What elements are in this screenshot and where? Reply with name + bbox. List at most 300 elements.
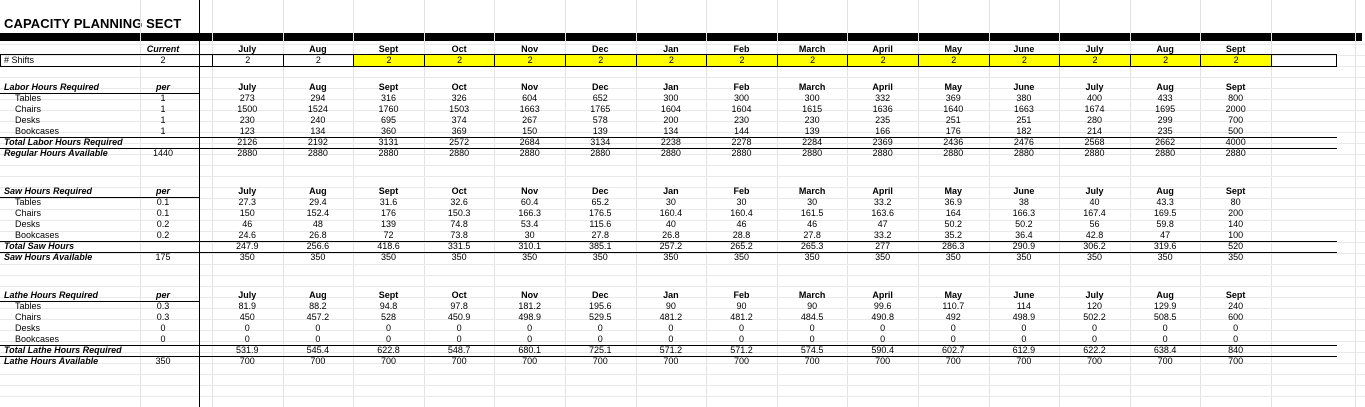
data-cell[interactable]: 166.3 [1012,208,1036,218]
data-cell[interactable]: 35.2 [944,230,963,240]
available-cell[interactable]: 700 [1016,356,1032,366]
shift-cell[interactable]: 2 [495,55,565,66]
data-cell[interactable]: 176.5 [589,208,612,218]
shift-cell[interactable]: 2 [315,55,321,65]
data-cell[interactable]: 492 [945,312,961,322]
data-cell[interactable]: 0 [1021,323,1027,333]
data-cell[interactable]: 160.4 [659,208,683,218]
data-cell[interactable]: 700 [1228,115,1244,125]
total-cell[interactable]: 277 [875,241,891,251]
data-cell[interactable]: 169.5 [1153,208,1177,218]
shifts-current[interactable]: 2 [160,55,166,65]
data-cell[interactable]: 0 [597,323,603,333]
data-cell[interactable]: 457.2 [306,312,330,322]
total-cell[interactable]: 265.3 [800,241,824,251]
data-cell[interactable]: 150 [522,126,538,136]
data-cell[interactable]: 140 [1228,219,1244,229]
data-cell[interactable]: 90 [665,301,676,311]
available-current[interactable]: 350 [155,356,171,366]
data-cell[interactable]: 30 [524,230,535,240]
data-cell[interactable]: 163.6 [871,208,894,218]
available-cell[interactable]: 700 [451,356,467,366]
data-cell[interactable]: 433 [1157,93,1173,103]
shift-cell[interactable]: 2 [707,55,777,66]
data-cell[interactable]: 88.2 [309,301,327,311]
data-cell[interactable]: 1695 [1155,104,1176,114]
data-cell[interactable]: 652 [592,93,608,103]
data-cell[interactable]: 0 [880,323,886,333]
total-cell[interactable]: 2436 [943,137,964,147]
shift-cell[interactable]: 2 [919,55,989,66]
total-cell[interactable]: 3134 [590,137,611,147]
shift-cell[interactable]: 2 [990,55,1060,66]
data-cell[interactable]: 0 [244,334,250,344]
data-cell[interactable]: 97.8 [450,301,468,311]
data-cell[interactable]: 273 [239,93,255,103]
total-cell[interactable]: 2369 [872,137,893,147]
data-cell[interactable]: 230 [733,115,749,125]
data-cell[interactable]: 47 [877,219,888,229]
total-cell[interactable]: 2278 [731,137,752,147]
data-cell[interactable]: 150 [239,208,255,218]
data-cell[interactable]: 90 [807,301,818,311]
available-cell[interactable]: 700 [663,356,679,366]
available-cell[interactable]: 700 [592,356,608,366]
data-cell[interactable]: 490.8 [871,312,894,322]
data-cell[interactable]: 1524 [307,104,328,114]
data-cell[interactable]: 0 [244,323,250,333]
data-cell[interactable]: 0 [385,323,391,333]
available-current[interactable]: 1440 [152,148,174,158]
total-cell[interactable]: 2568 [1084,137,1105,147]
total-cell[interactable]: 306.2 [1083,241,1106,251]
total-cell[interactable]: 290.9 [1012,241,1036,251]
data-cell[interactable]: 1500 [237,104,258,114]
data-cell[interactable]: 316 [380,93,396,103]
data-cell[interactable]: 0 [668,334,674,344]
available-cell[interactable]: 2880 [519,148,540,158]
data-cell[interactable]: 50.2 [1015,219,1033,229]
available-cell[interactable]: 350 [875,252,891,262]
data-cell[interactable]: 0 [315,334,321,344]
data-cell[interactable]: 1760 [378,104,399,114]
per-value[interactable]: 0.3 [156,301,170,311]
total-cell[interactable]: 256.6 [306,241,330,251]
data-cell[interactable]: 27.3 [238,197,257,207]
available-cell[interactable]: 2880 [590,148,611,158]
data-cell[interactable]: 134 [663,126,679,136]
available-cell[interactable]: 350 [1157,252,1173,262]
per-value[interactable]: 0 [160,334,166,344]
data-cell[interactable]: 380 [1016,93,1032,103]
data-cell[interactable]: 326 [451,93,467,103]
data-cell[interactable]: 251 [1016,115,1032,125]
data-cell[interactable]: 1674 [1084,104,1105,114]
data-cell[interactable]: 166.3 [518,208,541,218]
data-cell[interactable]: 110.7 [942,301,965,311]
data-cell[interactable]: 43.3 [1156,197,1174,207]
data-cell[interactable]: 53.4 [520,219,539,229]
available-cell[interactable]: 700 [804,356,820,366]
data-cell[interactable]: 502.2 [1083,312,1106,322]
data-cell[interactable]: 50.2 [944,219,963,229]
available-cell[interactable]: 350 [310,252,326,262]
data-cell[interactable]: 161.5 [800,208,824,218]
data-cell[interactable]: 60.4 [520,197,539,207]
data-cell[interactable]: 30 [736,197,747,207]
data-cell[interactable]: 176 [945,126,961,136]
data-cell[interactable]: 99.6 [873,301,892,311]
data-cell[interactable]: 200 [1228,208,1244,218]
total-cell[interactable]: 571.2 [659,345,683,355]
total-cell[interactable]: 725.1 [589,345,612,355]
available-current[interactable]: 175 [155,252,171,262]
data-cell[interactable]: 1663 [1013,104,1034,114]
total-cell[interactable]: 638.4 [1153,345,1177,355]
total-cell[interactable]: 548.7 [447,345,471,355]
available-cell[interactable]: 2880 [378,148,399,158]
data-cell[interactable]: 0 [738,334,744,344]
data-cell[interactable]: 498.9 [1012,312,1036,322]
total-cell[interactable]: 680.1 [518,345,541,355]
available-cell[interactable]: 700 [1086,356,1102,366]
available-cell[interactable]: 2880 [943,148,964,158]
data-cell[interactable]: 24.6 [238,230,257,240]
total-cell[interactable]: 622.2 [1083,345,1106,355]
data-cell[interactable]: 123 [239,126,255,136]
per-value[interactable]: 0.3 [156,312,170,322]
data-cell[interactable]: 115.6 [589,219,612,229]
total-cell[interactable]: 331.5 [447,241,471,251]
data-cell[interactable]: 26.8 [662,230,680,240]
data-cell[interactable]: 0 [527,334,533,344]
data-cell[interactable]: 36.9 [944,197,963,207]
data-cell[interactable]: 400 [1086,93,1102,103]
total-cell[interactable]: 622.8 [377,345,400,355]
data-cell[interactable]: 114 [1016,301,1032,311]
available-cell[interactable]: 350 [733,252,749,262]
available-cell[interactable]: 350 [451,252,467,262]
data-cell[interactable]: 152.4 [306,208,330,218]
data-cell[interactable]: 200 [663,115,679,125]
per-value[interactable]: 1 [160,115,166,125]
data-cell[interactable]: 1604 [731,104,752,114]
data-cell[interactable]: 508.5 [1153,312,1177,322]
shift-cell[interactable]: 2 [778,55,848,66]
total-cell[interactable]: 590.4 [871,345,894,355]
total-cell[interactable]: 520 [1228,241,1244,251]
available-cell[interactable]: 350 [1228,252,1244,262]
total-cell[interactable]: 2662 [1155,137,1176,147]
total-cell[interactable]: 310.1 [518,241,541,251]
data-cell[interactable]: 0 [1091,334,1097,344]
total-cell[interactable]: 385.1 [589,241,612,251]
total-cell[interactable]: 574.5 [800,345,824,355]
data-cell[interactable]: 294 [310,93,326,103]
data-cell[interactable]: 139 [804,126,820,136]
available-cell[interactable]: 2880 [449,148,470,158]
data-cell[interactable]: 374 [451,115,467,125]
available-cell[interactable]: 700 [380,356,396,366]
total-cell[interactable]: 319.6 [1153,241,1177,251]
available-cell[interactable]: 2880 [1155,148,1176,158]
total-cell[interactable]: 602.7 [942,345,965,355]
shift-cell[interactable]: 2 [1131,55,1201,66]
total-cell[interactable]: 2238 [660,137,681,147]
data-cell[interactable]: 129.9 [1153,301,1177,311]
data-cell[interactable]: 81.9 [238,301,257,311]
data-cell[interactable]: 0 [950,334,956,344]
data-cell[interactable]: 47 [1160,230,1171,240]
data-cell[interactable]: 32.6 [450,197,468,207]
data-cell[interactable]: 0 [1162,323,1168,333]
shift-cell[interactable]: 2 [637,55,707,66]
data-cell[interactable]: 484.5 [800,312,824,322]
available-cell[interactable]: 700 [239,356,255,366]
total-cell[interactable]: 286.3 [942,241,965,251]
shift-cell[interactable]: 2 [848,55,918,66]
shift-cell[interactable]: 2 [1201,55,1271,66]
data-cell[interactable]: 144 [733,126,749,136]
data-cell[interactable]: 369 [945,93,961,103]
total-cell[interactable]: 2126 [237,137,258,147]
available-cell[interactable]: 2880 [872,148,893,158]
per-value[interactable]: 1 [160,93,166,103]
total-cell[interactable]: 2192 [307,137,328,147]
per-value[interactable]: 1 [160,126,166,136]
data-cell[interactable]: 1663 [519,104,540,114]
per-value[interactable]: 1 [160,104,166,114]
available-cell[interactable]: 700 [733,356,749,366]
data-cell[interactable]: 528 [380,312,396,322]
per-value[interactable]: 0 [160,323,166,333]
available-cell[interactable]: 350 [239,252,255,262]
data-cell[interactable]: 0 [1162,334,1168,344]
data-cell[interactable]: 0 [950,323,956,333]
available-cell[interactable]: 2880 [802,148,823,158]
data-cell[interactable]: 31.6 [379,197,398,207]
shift-cell[interactable]: 2 [245,55,251,65]
data-cell[interactable]: 299 [1157,115,1173,125]
available-cell[interactable]: 700 [945,356,961,366]
data-cell[interactable]: 1615 [802,104,823,114]
data-cell[interactable]: 0 [738,323,744,333]
available-cell[interactable]: 350 [1016,252,1032,262]
data-cell[interactable]: 33.2 [873,230,892,240]
shift-cell[interactable]: 2 [354,55,424,66]
data-cell[interactable]: 1503 [449,104,470,114]
data-cell[interactable]: 182 [1016,126,1032,136]
data-cell[interactable]: 481.2 [659,312,683,322]
data-cell[interactable]: 46 [807,219,818,229]
total-cell[interactable]: 545.4 [306,345,330,355]
data-cell[interactable]: 139 [380,219,396,229]
data-cell[interactable]: 0 [597,334,603,344]
data-cell[interactable]: 230 [239,115,255,125]
available-cell[interactable]: 700 [1228,356,1244,366]
available-cell[interactable]: 350 [804,252,820,262]
data-cell[interactable]: 214 [1086,126,1102,136]
data-cell[interactable]: 498.9 [518,312,541,322]
data-cell[interactable]: 90 [736,301,747,311]
data-cell[interactable]: 481.2 [730,312,753,322]
data-cell[interactable]: 73.8 [450,230,468,240]
available-cell[interactable]: 700 [522,356,538,366]
data-cell[interactable]: 33.2 [873,197,892,207]
data-cell[interactable]: 578 [592,115,608,125]
data-cell[interactable]: 1636 [872,104,893,114]
shift-cell[interactable]: 2 [425,55,495,66]
available-cell[interactable]: 350 [1086,252,1102,262]
available-cell[interactable]: 350 [592,252,608,262]
data-cell[interactable]: 529.5 [589,312,612,322]
total-cell[interactable]: 4000 [1225,137,1246,147]
data-cell[interactable]: 0 [809,323,815,333]
per-value[interactable]: 0.2 [156,230,170,240]
data-cell[interactable]: 30 [807,197,818,207]
total-cell[interactable]: 418.6 [377,241,400,251]
available-cell[interactable]: 2880 [731,148,752,158]
data-cell[interactable]: 134 [310,126,326,136]
data-cell[interactable]: 74.8 [450,219,468,229]
data-cell[interactable]: 360 [380,126,396,136]
available-cell[interactable]: 350 [945,252,961,262]
data-cell[interactable]: 38 [1018,197,1029,207]
data-cell[interactable]: 139 [592,126,608,136]
data-cell[interactable]: 0 [1021,334,1027,344]
data-cell[interactable]: 164 [945,208,961,218]
available-cell[interactable]: 350 [522,252,538,262]
data-cell[interactable]: 29.4 [309,197,327,207]
total-cell[interactable]: 2476 [1013,137,1034,147]
total-cell[interactable]: 571.2 [730,345,753,355]
available-cell[interactable]: 2880 [237,148,258,158]
shift-cell[interactable]: 2 [1060,55,1130,66]
data-cell[interactable]: 450.9 [447,312,471,322]
data-cell[interactable]: 0 [456,334,462,344]
data-cell[interactable]: 450 [239,312,255,322]
per-value[interactable]: 0.2 [156,219,170,229]
data-cell[interactable]: 28.8 [732,230,751,240]
total-cell[interactable]: 531.9 [236,345,259,355]
available-cell[interactable]: 350 [663,252,679,262]
total-cell[interactable]: 257.2 [659,241,683,251]
available-cell[interactable]: 700 [310,356,326,366]
data-cell[interactable]: 300 [733,93,749,103]
data-cell[interactable]: 0 [527,323,533,333]
total-cell[interactable]: 840 [1228,345,1244,355]
data-cell[interactable]: 27.8 [803,230,821,240]
available-cell[interactable]: 350 [380,252,396,262]
data-cell[interactable]: 100 [1228,230,1244,240]
data-cell[interactable]: 800 [1228,93,1244,103]
total-cell[interactable]: 3131 [378,137,399,147]
available-cell[interactable]: 2880 [1013,148,1034,158]
data-cell[interactable]: 0 [668,323,674,333]
data-cell[interactable]: 240 [1228,301,1244,311]
available-cell[interactable]: 2880 [1225,148,1246,158]
shift-cell[interactable]: 2 [566,55,636,66]
data-cell[interactable]: 0 [385,334,391,344]
data-cell[interactable]: 1765 [590,104,611,114]
data-cell[interactable]: 36.4 [1015,230,1033,240]
data-cell[interactable]: 59.8 [1156,219,1174,229]
data-cell[interactable]: 240 [310,115,326,125]
data-cell[interactable]: 167.4 [1083,208,1106,218]
data-cell[interactable]: 500 [1228,126,1244,136]
data-cell[interactable]: 604 [522,93,538,103]
data-cell[interactable]: 300 [804,93,820,103]
total-cell[interactable]: 247.9 [236,241,259,251]
data-cell[interactable]: 300 [663,93,679,103]
data-cell[interactable]: 80 [1230,197,1241,207]
data-cell[interactable]: 0 [456,323,462,333]
data-cell[interactable]: 176 [380,208,396,218]
data-cell[interactable]: 369 [451,126,467,136]
data-cell[interactable]: 0 [1091,323,1097,333]
available-cell[interactable]: 2880 [1084,148,1105,158]
data-cell[interactable]: 2000 [1225,104,1246,114]
data-cell[interactable]: 46 [242,219,253,229]
data-cell[interactable]: 267 [522,115,538,125]
data-cell[interactable]: 235 [875,115,891,125]
available-cell[interactable]: 2880 [307,148,328,158]
total-cell[interactable]: 2572 [449,137,470,147]
data-cell[interactable]: 195.6 [589,301,612,311]
total-cell[interactable]: 612.9 [1012,345,1036,355]
available-cell[interactable]: 700 [1157,356,1173,366]
data-cell[interactable]: 120 [1086,301,1102,311]
data-cell[interactable]: 0 [809,334,815,344]
total-cell[interactable]: 2684 [519,137,540,147]
data-cell[interactable]: 600 [1228,312,1244,322]
data-cell[interactable]: 26.8 [309,230,327,240]
data-cell[interactable]: 0 [315,323,321,333]
data-cell[interactable]: 40 [1089,197,1100,207]
data-cell[interactable]: 230 [804,115,820,125]
data-cell[interactable]: 30 [665,197,676,207]
data-cell[interactable]: 0 [880,334,886,344]
data-cell[interactable]: 27.8 [591,230,610,240]
data-cell[interactable]: 160.4 [730,208,753,218]
data-cell[interactable]: 235 [1157,126,1173,136]
data-cell[interactable]: 166 [875,126,891,136]
per-value[interactable]: 0.1 [156,197,170,207]
data-cell[interactable]: 94.8 [379,301,398,311]
data-cell[interactable]: 150.3 [447,208,471,218]
data-cell[interactable]: 1640 [943,104,964,114]
data-cell[interactable]: 251 [945,115,961,125]
data-cell[interactable]: 72 [383,230,394,240]
data-cell[interactable]: 65.2 [591,197,610,207]
data-cell[interactable]: 332 [875,93,891,103]
data-cell[interactable]: 181.2 [518,301,541,311]
data-cell[interactable]: 42.8 [1085,230,1104,240]
total-cell[interactable]: 2284 [802,137,823,147]
data-cell[interactable]: 280 [1086,115,1102,125]
data-cell[interactable]: 46 [736,219,747,229]
data-cell[interactable]: 0 [1233,323,1239,333]
data-cell[interactable]: 1604 [660,104,681,114]
per-value[interactable]: 0.1 [156,208,170,218]
available-cell[interactable]: 700 [875,356,891,366]
total-cell[interactable]: 265.2 [730,241,753,251]
data-cell[interactable]: 48 [312,219,323,229]
data-cell[interactable]: 0 [1233,334,1239,344]
data-cell[interactable]: 695 [380,115,396,125]
data-cell[interactable]: 40 [665,219,676,229]
available-cell[interactable]: 2880 [660,148,681,158]
